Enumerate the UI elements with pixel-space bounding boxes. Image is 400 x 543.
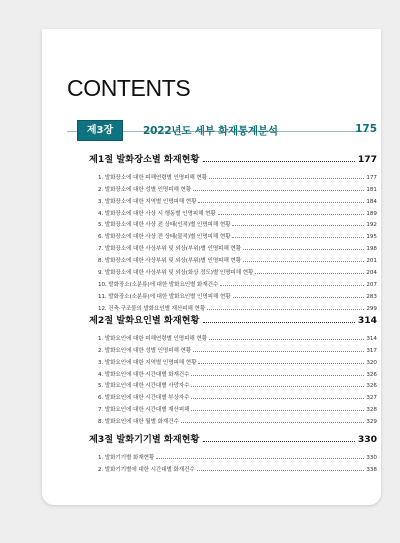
entry-page-number: 189 xyxy=(366,210,377,217)
dot-leader xyxy=(191,385,364,387)
toc-entry[interactable] xyxy=(89,288,377,300)
entry-title: 1. 발화장소에 대한 피해연령별 인명피해 현황 xyxy=(98,174,207,181)
section-entries xyxy=(89,169,377,312)
toc-entry[interactable] xyxy=(89,193,377,205)
dot-leader xyxy=(193,189,364,191)
entry-title: 6. 발화요인에 대한 시간대별 부상자수 xyxy=(98,395,190,402)
toc-entry[interactable] xyxy=(89,169,377,181)
chapter-page-number: 175 xyxy=(355,123,377,135)
entry-page-number: 338 xyxy=(366,466,377,473)
toc-section-2 xyxy=(89,310,377,425)
dot-leader xyxy=(191,374,364,376)
toc-entry[interactable] xyxy=(89,330,377,342)
toc-entry[interactable] xyxy=(89,449,377,461)
toc-entry[interactable] xyxy=(89,205,377,217)
toc-section-1 xyxy=(89,149,377,312)
entry-title: 5. 발화요인에 대한 시간대별 사망자수 xyxy=(98,383,190,390)
entry-page-number: 181 xyxy=(366,186,377,193)
toc-entry[interactable] xyxy=(89,240,377,252)
section-page-number: 330 xyxy=(357,434,377,445)
section-page-number: 314 xyxy=(357,315,377,326)
dot-leader xyxy=(181,421,365,423)
chapter-badge: 제3장 xyxy=(77,120,123,141)
toc-entry[interactable] xyxy=(89,389,377,401)
entry-page-number: 329 xyxy=(366,419,377,426)
entry-page-number: 330 xyxy=(366,454,377,461)
entry-page-number: 198 xyxy=(366,246,377,253)
entry-page-number: 201 xyxy=(366,258,377,265)
section-entries xyxy=(89,330,377,425)
entry-title: 8. 발화요인에 대한 월별 화재건수 xyxy=(98,419,179,426)
entry-title: 2. 발화기기별에 대한 시간대별 화재건수 xyxy=(98,466,195,473)
entry-page-number: 299 xyxy=(366,305,377,312)
dot-leader xyxy=(255,272,364,274)
section-title: 제2절 발화요인별 화재현황 xyxy=(89,315,200,326)
document-page xyxy=(42,29,381,505)
entry-title: 9. 발화장소에 대한 사상부위 및 외상(화상 정도)별 인명피해 현황 xyxy=(98,270,254,277)
toc-entry[interactable] xyxy=(89,413,377,425)
entry-title: 1. 발화요인에 대한 피해연령별 인명피해 현황 xyxy=(98,335,207,342)
entry-title: 2. 발화요인에 대한 성별 인명피해 현황 xyxy=(98,347,192,354)
entry-page-number: 314 xyxy=(366,335,377,342)
toc-entry[interactable] xyxy=(89,228,377,240)
toc-entry[interactable] xyxy=(89,366,377,378)
entry-page-number: 320 xyxy=(366,359,377,366)
entry-title: 5. 발화장소에 대한 사상 전 상태(인적)별 인명피해 현황 xyxy=(98,222,231,229)
toc-entry[interactable] xyxy=(89,217,377,229)
entry-title: 1. 발화기기별 화재현황 xyxy=(98,454,155,461)
entry-page-number: 283 xyxy=(366,293,377,300)
toc-entry[interactable] xyxy=(89,461,377,473)
dot-leader xyxy=(233,296,365,298)
section-heading[interactable] xyxy=(89,149,377,165)
entry-title: 2. 발화장소에 대한 성별 인명피해 현황 xyxy=(98,186,192,193)
entry-title: 3. 발화요인에 대한 지역별 인명피해 현황 xyxy=(98,359,197,366)
entry-title: 6. 발화장소에 대한 사상 전 상태(물적)별 인명피해 현황 xyxy=(98,234,231,241)
dot-leader xyxy=(243,248,364,250)
section-heading[interactable] xyxy=(89,429,377,445)
dot-leader xyxy=(243,260,364,262)
dot-leader xyxy=(198,201,364,203)
dot-leader xyxy=(209,338,364,340)
entry-page-number: 192 xyxy=(366,222,377,229)
entry-page-number: 195 xyxy=(366,234,377,241)
section-entries xyxy=(89,449,377,473)
section-heading[interactable] xyxy=(89,310,377,326)
dot-leader xyxy=(203,440,354,442)
entry-page-number: 204 xyxy=(366,270,377,277)
toc-entry[interactable] xyxy=(89,354,377,366)
entry-title: 7. 발화장소에 대한 사상부위 및 외상(부위)별 인명피해 현황 xyxy=(98,246,242,253)
dot-leader xyxy=(198,362,364,364)
contents-title: CONTENTS xyxy=(67,75,191,101)
dot-leader xyxy=(191,409,364,411)
dot-leader xyxy=(193,350,364,352)
entry-page-number: 326 xyxy=(366,371,377,378)
entry-title: 4. 발화요인에 대한 시간대별 화재건수 xyxy=(98,371,190,378)
entry-title: 12. 건축·구조물의 발화요인별 재산피해 현황 xyxy=(98,305,206,312)
toc-entry[interactable] xyxy=(89,264,377,276)
dot-leader xyxy=(232,236,364,238)
section-page-number: 177 xyxy=(357,154,377,165)
dot-leader xyxy=(191,397,364,399)
dot-leader xyxy=(232,224,364,226)
toc-entry[interactable] xyxy=(89,378,377,390)
dot-leader xyxy=(203,160,354,162)
dot-leader xyxy=(218,213,365,215)
entry-page-number: 328 xyxy=(366,407,377,414)
entry-title: 11. 발화장소(소분류)에 대한 발화요인별 인명피해 현황 xyxy=(98,293,231,300)
section-title: 제1절 발화장소별 화재현황 xyxy=(89,154,200,165)
toc-section-3 xyxy=(89,429,377,473)
entry-page-number: 207 xyxy=(366,281,377,288)
toc-entry[interactable] xyxy=(89,252,377,264)
entry-page-number: 317 xyxy=(366,347,377,354)
entry-page-number: 326 xyxy=(366,383,377,390)
dot-leader xyxy=(209,177,364,179)
entry-title: 3. 발화장소에 대한 지역별 인명피해 현황 xyxy=(98,198,197,205)
toc-entry[interactable] xyxy=(89,276,377,288)
toc-entry[interactable] xyxy=(89,401,377,413)
toc-entry[interactable] xyxy=(89,181,377,193)
dot-leader xyxy=(220,284,364,286)
entry-page-number: 184 xyxy=(366,198,377,205)
entry-title: 7. 발화요인에 대한 시간대별 재산피해 xyxy=(98,407,190,414)
chapter-heading[interactable] xyxy=(77,120,377,142)
entry-title: 10. 발화장소(소분류)에 대한 발화요인별 화재건수 xyxy=(98,281,219,288)
entry-page-number: 177 xyxy=(366,174,377,181)
entry-page-number: 327 xyxy=(366,395,377,402)
dot-leader xyxy=(203,321,354,323)
chapter-title: 2022년도 세부 화재통계분석 xyxy=(143,125,278,137)
page-header-area xyxy=(42,29,381,73)
dot-leader xyxy=(156,457,364,459)
dot-leader xyxy=(197,469,365,471)
toc-entry[interactable] xyxy=(89,342,377,354)
entry-title: 8. 발화장소에 대한 사상부위 및 외상(부위)별 인명피해 현황 xyxy=(98,258,242,265)
entry-title: 4. 발화장소에 대한 사상 시 행동별 인명피해 현황 xyxy=(98,210,216,217)
section-title: 제3절 발화기기별 화재현황 xyxy=(89,434,200,445)
